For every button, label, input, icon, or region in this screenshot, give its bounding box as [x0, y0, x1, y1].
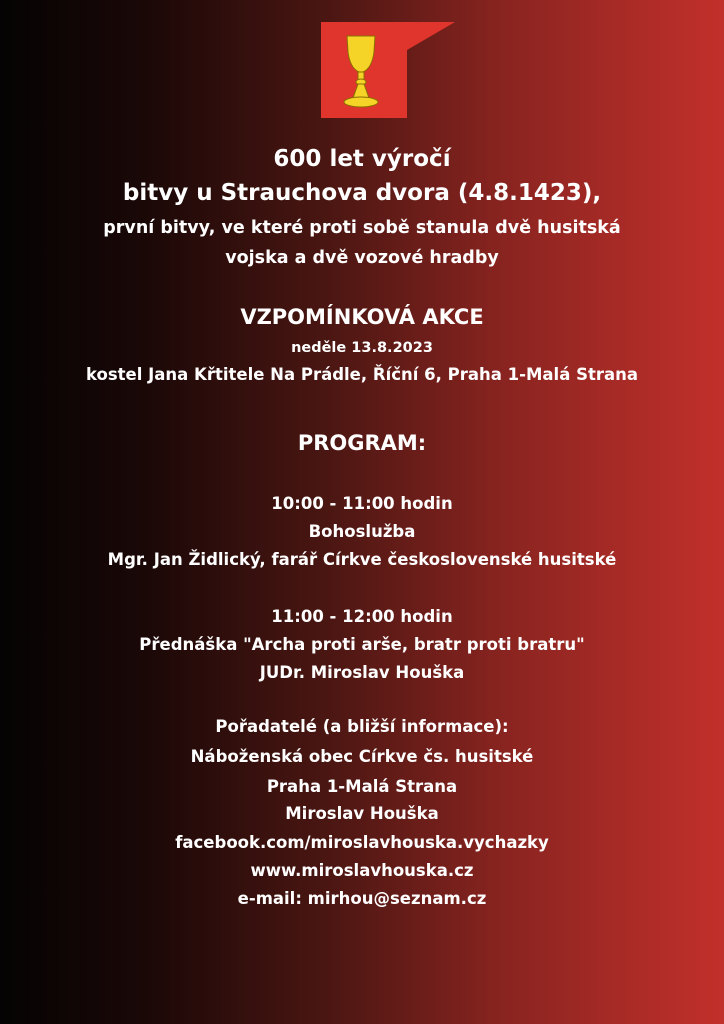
organizers-person: Miroslav Houška	[285, 804, 439, 823]
program-item-2-speaker: JUDr. Miroslav Houška	[259, 663, 465, 682]
headline-description-2: vojska a dvě vozové hradby	[225, 248, 499, 268]
program-item-1-speaker: Mgr. Jan Židlický, farář Církve československé husitské	[107, 550, 617, 569]
event-title: VZPOMÍNKOVÁ AKCE	[240, 305, 484, 329]
program-item-1-title: Bohoslužba	[308, 522, 416, 541]
program-item-2-title: Přednáška "Archa proti arše, bratr proti bratru"	[139, 635, 585, 654]
headline-anniversary: 600 let výročí	[273, 146, 451, 172]
program-heading: PROGRAM:	[297, 431, 427, 455]
headline-description-1: první bitvy, ve které proti sobě stanula dvě husitská	[103, 218, 621, 238]
organizers-org: Náboženská obec Církve čs. husitské	[190, 747, 534, 766]
chalice-flag-icon	[321, 22, 455, 118]
organizers-place: Praha 1-Malá Strana	[266, 777, 458, 796]
organizers-facebook[interactable]: facebook.com/miroslavhouska.vychazky	[175, 833, 549, 852]
program-item-1-time: 10:00 - 11:00 hodin	[271, 494, 453, 513]
red-flag	[321, 22, 455, 118]
headline-battle: bitvy u Strauchova dvora (4.8.1423),	[122, 180, 602, 206]
event-date: neděle 13.8.2023	[291, 340, 433, 356]
organizers-web[interactable]: www.miroslavhouska.cz	[250, 861, 474, 880]
program-item-2-time: 11:00 - 12:00 hodin	[271, 607, 453, 626]
organizers-heading: Pořadatelé (a bližší informace):	[215, 717, 509, 736]
organizers-email[interactable]: e-mail: mirhou@seznam.cz	[237, 889, 487, 908]
event-location: kostel Jana Křtitele Na Prádle, Říční 6, Praha 1-Malá Strana	[85, 365, 639, 384]
